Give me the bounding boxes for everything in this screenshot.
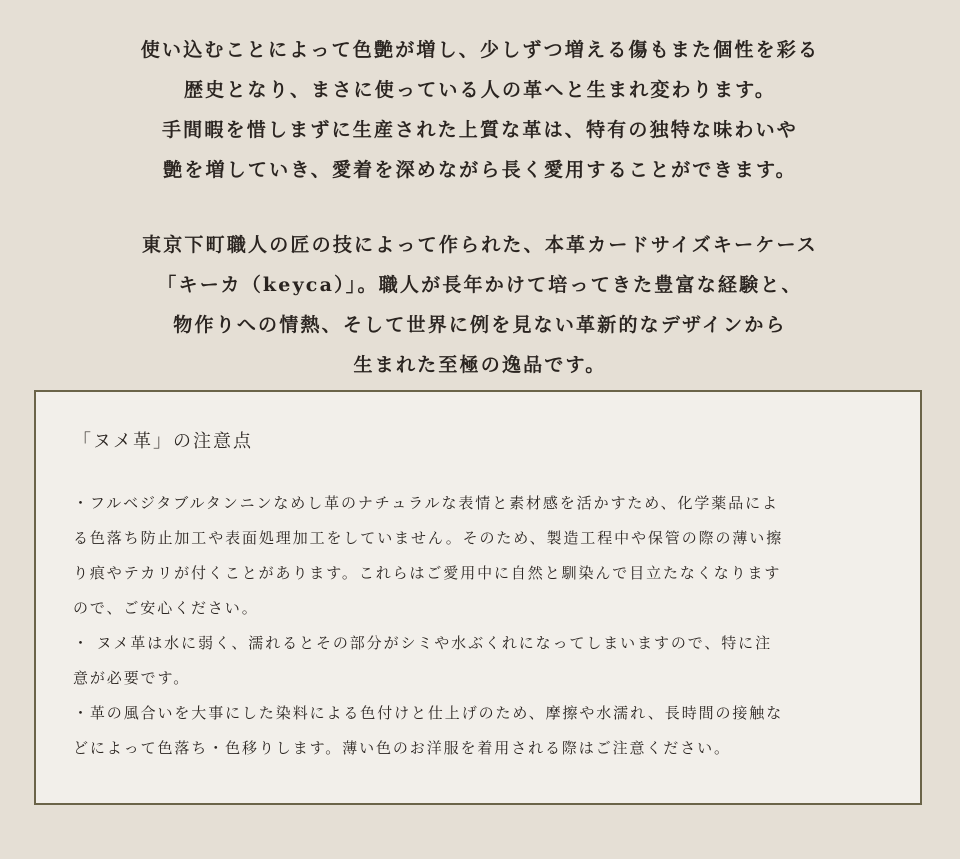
care-notice-title: 「ヌメ革」の注意点 [73,431,253,452]
care-notice-item [73,626,891,696]
care-notice-line: 意が必要です。 [73,669,191,687]
intro-line: 物作りへの情熱、そして世界に例を見ない革新的なデザインから [173,314,787,336]
intro-line: 東京下町職人の匠の技によって作られた、本革カードサイズキーケース [142,234,818,256]
care-notice-line: る色落ち防止加工や表面処理加工をしていません。そのため、製造工程中や保管の際の薄い擦 [73,529,784,547]
intro-line: 生まれた至極の逸品です。 [353,354,607,376]
care-notice-box [34,390,922,805]
intro-line: 手間暇を惜しまずに生産された上質な革は、特有の独特な味わいや [161,119,798,141]
intro-line: 艶を増していき、愛着を深めながら長く愛用することができます。 [163,159,797,181]
care-notice-line: ・革の風合いを大事にした染料による色付けと仕上げのため、摩擦や水濡れ、長時間の接触な [73,704,784,722]
intro-paragraph [0,30,960,190]
care-notice-line: ・ ヌメ革は水に弱く、濡れるとその部分がシミや水ぶくれになってしまいますので、特に注 [73,634,772,652]
intro-line: 「キーカ（keyca）」。職人が長年かけて培ってきた豊富な経験と、 [157,274,803,296]
care-notice-line: どによって色落ち・色移りします。薄い色のお洋服を着用される際はご注意ください。 [73,739,731,757]
intro-line: 歴史となり、まさに使っている人の革へと生まれ変わります。 [183,79,777,101]
intro-section [0,30,960,385]
care-notice-line: ので、ご安心ください。 [73,599,259,617]
care-notice-item [73,696,891,766]
care-notice-list [73,486,891,766]
care-notice-line: ・フルベジタブルタンニンなめし革のナチュラルな表情と素材感を活かすため、化学薬品によ [73,494,779,512]
intro-line: 使い込むことによって色艶が増し、少しずつ増える傷もまた個性を彩る [140,39,820,61]
intro-paragraph [0,225,960,385]
care-notice-line: り痕やテカリが付くことがあります。これらはご愛用中に自然と馴染んで目立たなくなります [73,564,782,582]
care-notice-item [73,486,891,626]
